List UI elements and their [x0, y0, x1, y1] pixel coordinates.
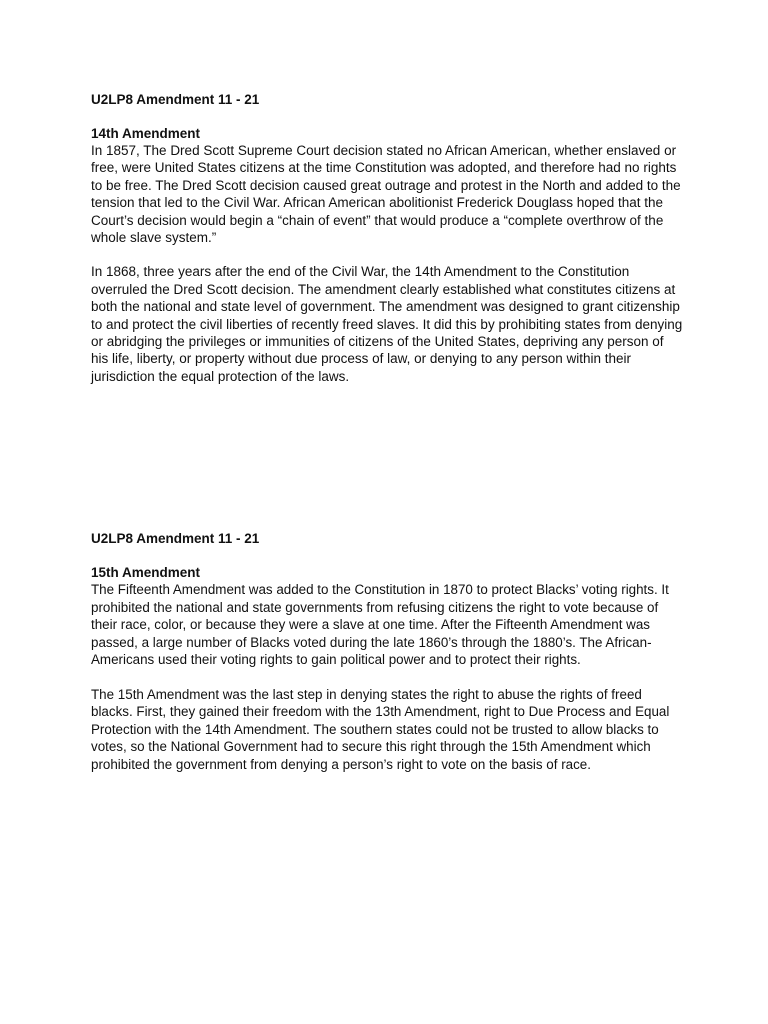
- paragraph: The 15th Amendment was the last step in denying states the right to abuse the rights of freed blacks. First, they gained their freedom with the 13th Amendment, right to Due Process and Equal Protection with the 14th Amendment. The southern states could not be trusted to allow blacks to votes, so the National Government had to secure this right through the 15th Amendment which prohibited the government from denying a person’s right to vote on the basis of race.: [91, 686, 670, 772]
- amendment-heading: 14th Amendment: [91, 126, 201, 141]
- paragraph: In 1857, The Dred Scott Supreme Court decision stated no African American, whether enslaved or free, were United States citizens at the time Constitution was adopted, and therefore had no rights to be free. The Dred Scott decision caused great outrage and protest in the North and added to the tension that led to the Civil War. African American abolitionist Frederick Douglass hoped that the Court’s decision would begin a “chain of event” that would produce a “complete overthrow of the whole slave system.”: [91, 143, 681, 246]
- paragraph: In 1868, three years after the end of the Civil War, the 14th Amendment to the Constitution overruled the Dred Scott decision. The amendment clearly established what constitutes citizens at both the national and state level of government. The amendment was designed to grant citizenship to and protect the civil liberties of recently freed slaves. It did this by prohibiting states from denying or abridging the privileges or immunities of citizens of the United States, depriving any person of his life, liberty, or property without due process of law, or denying to any person within their jurisdiction the equal protection of the laws.: [91, 264, 683, 384]
- unit-title: U2LP8 Amendment 11 - 21: [91, 92, 260, 107]
- section-15th-amendment: [91, 530, 683, 773]
- section-14th-amendment: [91, 91, 683, 385]
- amendment-heading: 15th Amendment: [91, 565, 201, 580]
- paragraph: The Fifteenth Amendment was added to the Constitution in 1870 to protect Blacks’ voting rights. It prohibited the national and state governments from refusing citizens the right to vote because of their race, color, or because they were a slave at one time. After the Fifteenth Amendment was passed, a large number of Blacks voted during the late 1860’s through the 1880’s. The African-Americans used their voting rights to gain political power and to protect their rights.: [91, 582, 669, 667]
- unit-title: U2LP8 Amendment 11 - 21: [91, 531, 260, 546]
